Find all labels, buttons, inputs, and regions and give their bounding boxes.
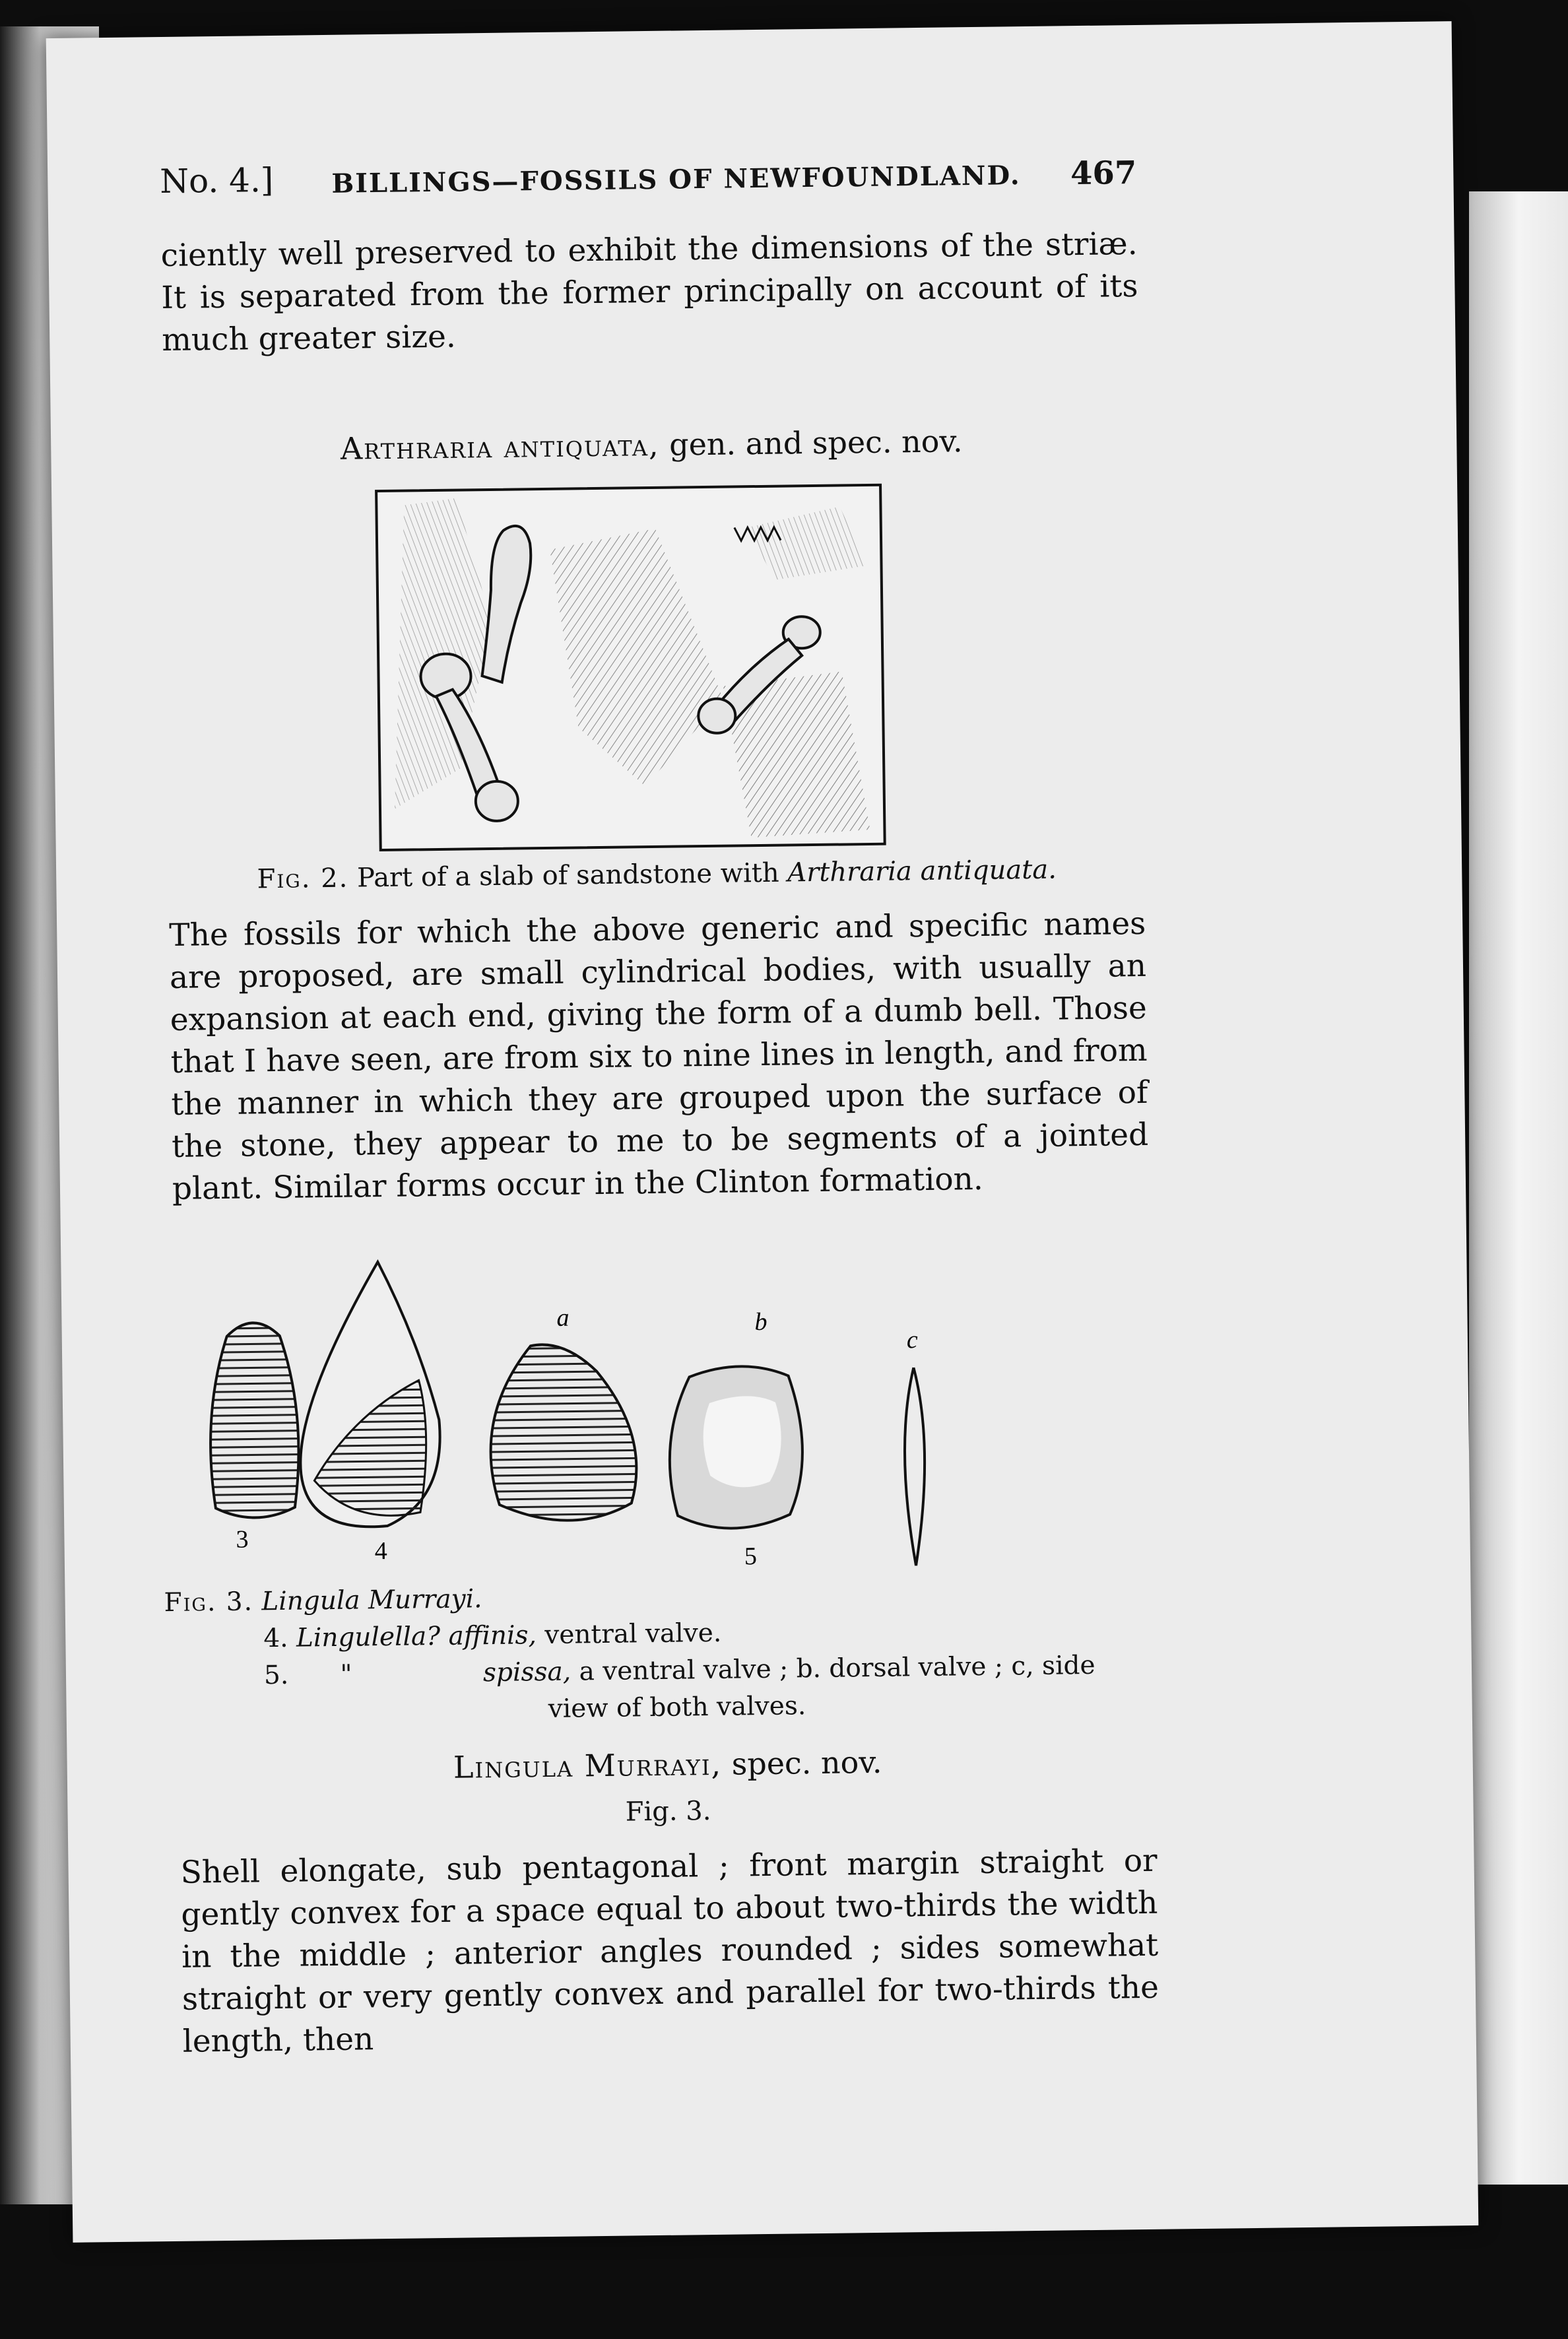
figure-3-label-b: b [754,1307,768,1336]
brachiopod-shells-drawing [160,1226,1140,1588]
running-header [160,150,1137,215]
figure-3-reference: Fig. 3. [625,1796,711,1828]
running-title: BILLINGS—FOSSILS OF NEWFOUNDLAND. [331,160,1021,199]
figure-3-illustration [160,1226,1140,1588]
figure-2-caption [168,853,1145,896]
rock-texture [550,528,725,787]
figure-3-number-5: 5 [744,1542,758,1571]
lingulella-affinis-shell [298,1261,441,1528]
caption-number-5: 5. [263,1660,289,1691]
figure-3-number-4: 4 [374,1536,387,1565]
paragraph-2: The fossils for which the above generic and specific names are proposed, are small cylindrical bodies, with usually an expansion at each end, giving the form of a dumb bell. Those that I have seen, are from six to nine lines in length, and from the manner in which they are grouped upon the surface of the stone, they appear to me to be segments of a jointed plant. Similar forms occur in the Clinton formation. [168,905,1149,1207]
lingula-murrayi-shell [209,1323,300,1519]
figure-3-caption-label: Fig. 3. [164,1587,254,1618]
section-title-species: Arthraria antiquata, [340,426,660,467]
spissa-side-view [903,1367,926,1565]
spissa-ventral-valve [490,1344,637,1521]
sandstone-slab-drawing [377,486,884,849]
figure-3-number-3: 3 [236,1525,249,1554]
section-2-species: Lingula Murrayi, [453,1746,723,1785]
caption-line-2-rest: ventral valve. [536,1618,722,1651]
page-number: 467 [1070,154,1137,193]
document-page [46,21,1479,2243]
book-edge [1469,191,1568,2185]
issue-number: No. 4.] [159,160,274,201]
figure-2-caption-text: Part of a slab of sandstone with [348,857,788,894]
figure-3-caption [164,1573,1156,1732]
caption-line-3-rest: a ventral valve ; b. dorsal valve ; c, side [570,1650,1095,1687]
figure-3-label-c: c [906,1326,918,1354]
caption-species-lingulella: Lingulella? affinis, [288,1620,537,1653]
caption-species-spissa: spissa, [482,1657,572,1688]
paragraph-1: ciently well preserved to exhibit the dimensions of the striæ. It is separated from the former principally on account of its much greater size. [160,225,1138,359]
caption-ditto: " [340,1659,352,1690]
figure-2-illustration [375,484,886,851]
section-2-suffix: spec. nov. [721,1744,882,1782]
section-title-lingula [179,1741,1156,1789]
figure-2-species: Arthraria antiquata. [787,854,1057,888]
paragraph-3: Shell elongate, sub pentagonal ; front margin straight or gently convex for a space equal to about two-thirds the width in the middle ; anterior angles rounded ; sides somewhat straight or very gently convex and parallel for two-thirds the length, then [180,1842,1160,2060]
caption-number-4: 4. [263,1623,288,1654]
figure-3-label-a: a [556,1303,570,1332]
spissa-dorsal-valve [669,1366,803,1529]
section-title-suffix: gen. and spec. nov. [659,423,963,463]
rock-texture [747,506,866,580]
caption-species-lingula: Lingula Murrayi. [253,1584,482,1617]
section-title-arthraria [163,421,1140,469]
figure-2-label: Fig. 2. [257,863,349,895]
caption-line-4-text: view of both valves. [548,1691,806,1725]
